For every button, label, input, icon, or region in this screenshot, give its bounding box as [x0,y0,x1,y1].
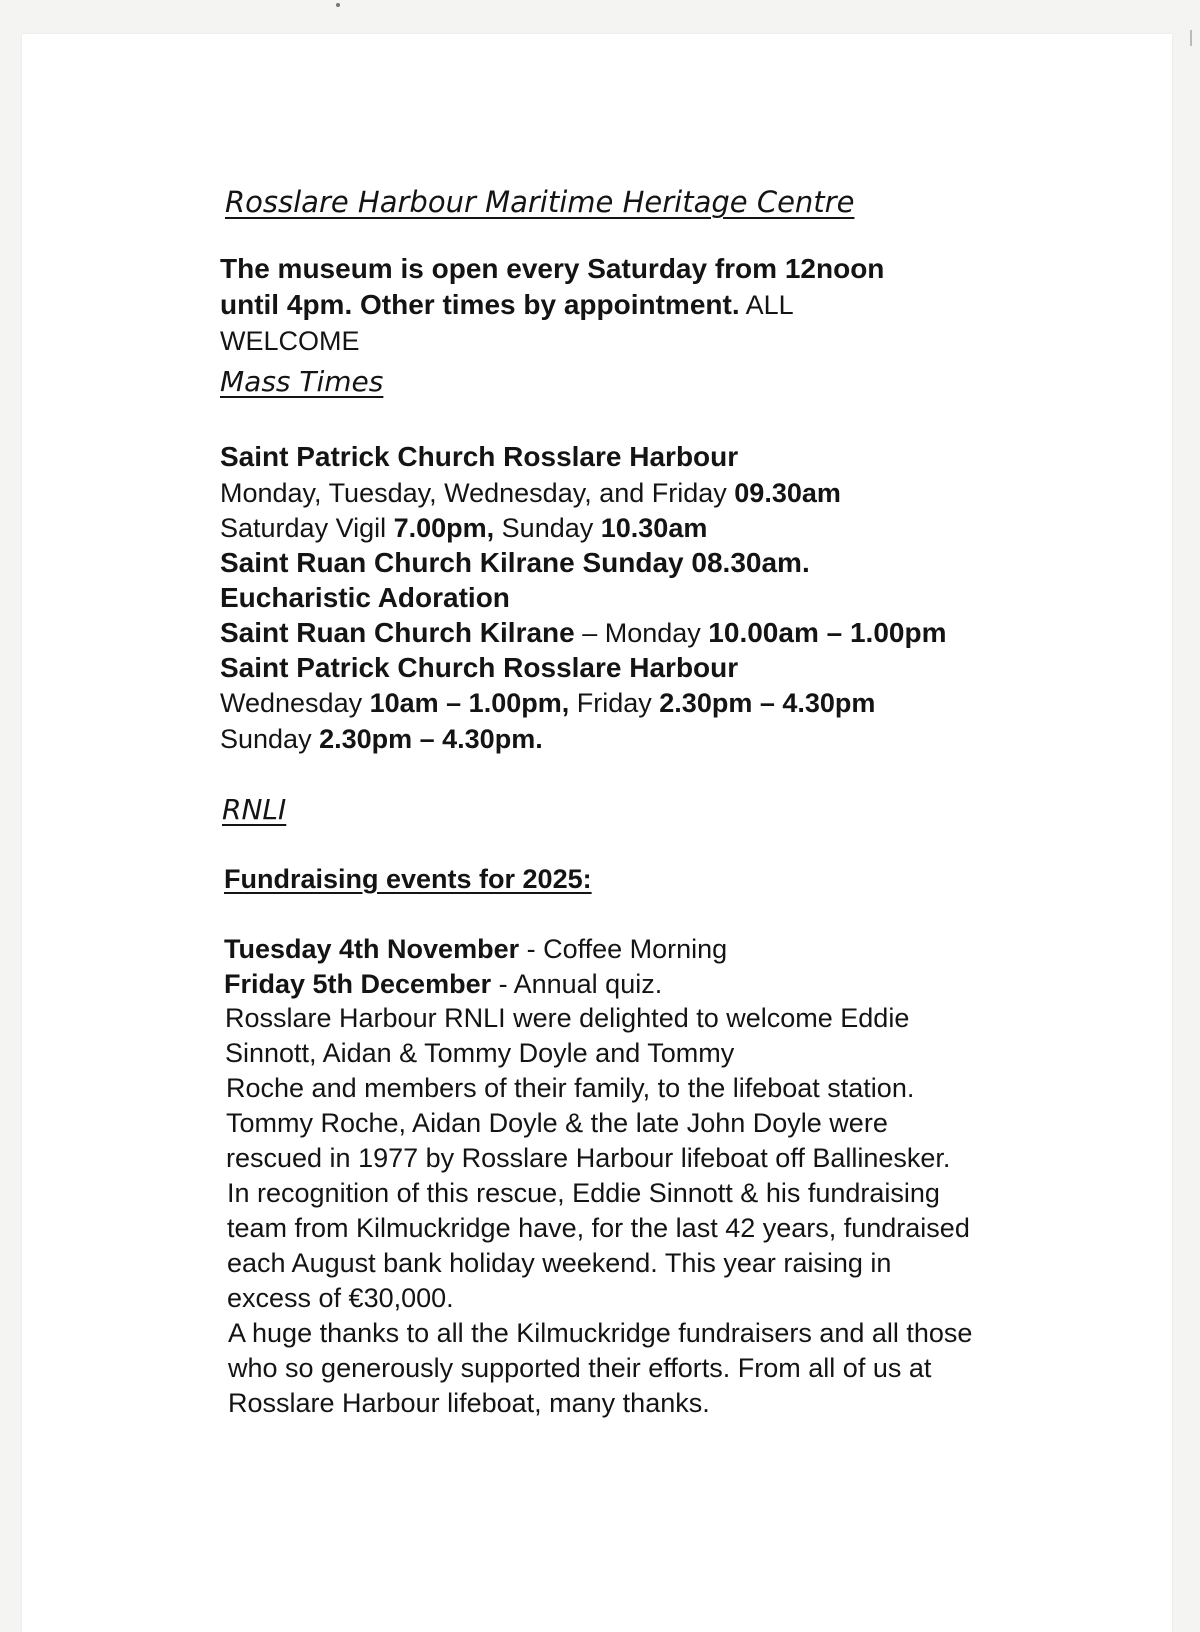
newsletter-page [22,34,1172,1632]
adoration-title: Eucharistic Adoration [220,582,510,613]
heritage-welcome: WELCOME [220,326,360,356]
rnli-body-line: Rosslare Harbour lifeboat, many thanks. [228,1388,710,1418]
mass-sunday-label: Sunday [494,513,601,543]
adoration-kilrane-church: Saint Ruan Church Kilrane [220,617,575,648]
mass-vigil-label: Saturday Vigil [220,513,394,543]
fundraising-heading: Fundraising events for 2025: [224,864,592,894]
mass-church-harbour: Saint Patrick Church Rosslare Harbour [220,441,739,472]
mass-weekday-days: Monday, Tuesday, Wednesday, and Friday [220,478,735,508]
heritage-heading: Rosslare Harbour Maritime Heritage Centre [225,185,855,219]
event-1-date: Tuesday 4th November [224,934,520,964]
adoration-harbour-line2 [220,722,543,756]
rnli-body-line: who so generously supported their efforts. From all of us at [228,1353,932,1383]
heritage-hours-line2 [220,288,794,322]
adoration-fri-label: Friday [569,688,660,718]
adoration-wed-time: 10am – 1.00pm, [369,688,570,718]
heritage-hours-line1: The museum is open every Saturday from 12noon [220,253,885,284]
adoration-harbour-line1 [220,686,875,720]
mass-times-heading: Mass Times [220,365,384,398]
adoration-sun-time: 2.30pm – 4.30pm. [319,724,543,754]
rnli-heading: RNLI [222,793,287,826]
adoration-kilrane-time: 10.00am – 1.00pm [708,617,947,648]
event-2-date: Friday 5th December [224,969,492,999]
mass-church-kilrane: Saint Ruan Church Kilrane Sunday 08.30am. [220,547,810,578]
rnli-body-line: In recognition of this rescue, Eddie Sinnott & his fundraising [227,1178,940,1208]
event-2-desc: - Annual quiz. [491,969,663,999]
adoration-sun-label: Sunday [220,724,320,754]
rnli-body-line: each August bank holiday weekend. This year raising in [227,1248,892,1278]
mass-weekday-time: 09.30am [734,478,841,508]
adoration-kilrane-line [220,616,946,650]
rnli-body-line: Sinnott, Aidan & Tommy Doyle and Tommy [225,1038,735,1068]
adoration-kilrane-day: – Monday [574,618,709,648]
scan-edge-mark [1190,30,1192,46]
mass-weekend-line [220,511,707,545]
mass-vigil-time: 7.00pm, [393,513,495,543]
rnli-body-line: A huge thanks to all the Kilmuckridge fundraisers and all those [228,1318,973,1348]
adoration-harbour-church: Saint Patrick Church Rosslare Harbour [220,652,739,683]
adoration-fri-time: 2.30pm – 4.30pm [659,688,876,718]
scan-mark [336,3,340,7]
rnli-body-line: team from Kilmuckridge have, for the last 42 years, fundraised [227,1213,970,1243]
mass-weekday-line [220,476,841,510]
rnli-body-line: Tommy Roche, Aidan Doyle & the late John Doyle were [226,1108,888,1138]
rnli-body-line: excess of €30,000. [227,1283,454,1313]
rnli-body-line: Roche and members of their family, to the lifeboat station. [226,1073,915,1103]
fundraising-event-2 [224,967,662,1001]
heritage-hours-bold: until 4pm. Other times by appointment. [220,289,740,320]
mass-sunday-time: 10.30am [600,513,708,543]
adoration-wed-label: Wednesday [220,688,370,718]
heritage-all: ALL [739,290,794,320]
rnli-body-line: Rosslare Harbour RNLI were delighted to welcome Eddie [225,1003,910,1033]
event-1-desc: - Coffee Morning [519,934,728,964]
rnli-body-line: rescued in 1977 by Rosslare Harbour lifeboat off Ballinesker. [226,1143,951,1173]
fundraising-event-1 [224,932,727,966]
